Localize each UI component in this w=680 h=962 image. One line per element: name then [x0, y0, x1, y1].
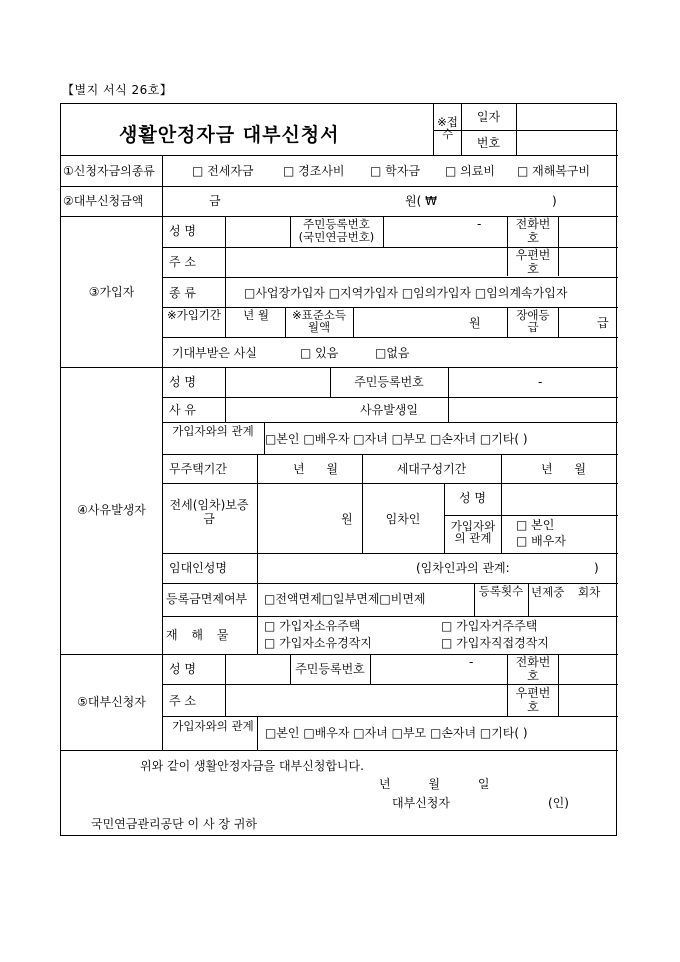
event-deposit-field[interactable]: [258, 484, 336, 552]
loan-type-label: ①신청자금의종류: [63, 164, 155, 178]
event-reason-label: 사 유: [169, 403, 196, 417]
event-reason-date-field[interactable]: [449, 398, 617, 421]
event-landlord-relation: (임차인과의 관계:: [416, 561, 510, 575]
event-name-label: 성 명: [169, 375, 196, 389]
subscriber-period-label: ※가입기간: [166, 308, 222, 322]
subscriber-grade-unit: 급: [597, 316, 609, 330]
subscriber-rrn-dash: -: [477, 217, 482, 231]
event-tenant-name-label: 성 명: [459, 491, 486, 505]
applicant-section-label: ⑤대부신청자: [77, 695, 146, 709]
receipt-date-field[interactable]: [517, 105, 617, 129]
footer-applicant-signature-field[interactable]: [461, 794, 541, 810]
subscriber-address-field[interactable]: [226, 248, 506, 276]
applicant-phone-label: 전화번호: [515, 655, 551, 683]
event-reason-date-label: 사유발생일: [360, 403, 418, 417]
event-tenant-spouse[interactable]: □ 배우자: [516, 534, 566, 548]
subscriber-benefit-yes[interactable]: □ 있음: [300, 346, 339, 360]
event-prop-owned-farmland[interactable]: □ 가입자소유경작지: [264, 636, 372, 650]
subscriber-section-label: ③가입자: [88, 285, 135, 299]
amount-label: ②대부신청금액: [63, 194, 144, 208]
event-landlord-close: ): [594, 561, 599, 575]
subscriber-name-label: 성 명: [169, 224, 196, 238]
amount-prefix: 금: [209, 194, 221, 208]
subscriber-kind-options[interactable]: □사업장가입자 □지역가입자 □임의가입자 □임의계속가입자: [244, 286, 568, 300]
option-tuition[interactable]: □ 학자금: [370, 164, 420, 178]
event-relation-label: 가입자와의 관계: [172, 424, 254, 438]
subscriber-postal-field[interactable]: [559, 248, 617, 276]
subscriber-kind-label: 종 류: [169, 286, 196, 300]
amount-field[interactable]: [231, 189, 401, 213]
subscriber-benefit-label: 기대부받은 사실: [172, 346, 257, 360]
applicant-postal-field[interactable]: [559, 685, 617, 715]
event-exempt-options[interactable]: □전액면제□일부면제□비면제: [264, 592, 426, 606]
applicant-rrn-field[interactable]: [371, 655, 506, 683]
event-relation-options[interactable]: □본인 □배우자 □자녀 □부모 □손자녀 □기타( ): [265, 432, 528, 446]
subscriber-disability-label: 장애등급: [516, 308, 550, 334]
footer-seal: (인): [548, 796, 569, 810]
applicant-postal-label: 우편번호: [515, 686, 551, 714]
event-section-label: ④사유발생자: [77, 503, 146, 517]
subscriber-rrn-field[interactable]: [384, 217, 506, 246]
event-property-label: 재 해 물: [166, 628, 229, 642]
loan-application-form: [60, 103, 617, 836]
event-no-house-label: 무주택기간: [169, 462, 227, 476]
applicant-address-field[interactable]: [226, 685, 506, 715]
applicant-rrn-dash: -: [469, 655, 474, 669]
applicant-name-label: 성 명: [169, 662, 196, 676]
option-family-event[interactable]: □ 경조사비: [283, 164, 345, 178]
event-landlord-field[interactable]: [258, 554, 408, 582]
event-deposit-label: 전세(임차)보증금: [169, 498, 249, 526]
footer-statement: 위와 같이 생활안정자금을 대부신청합니다.: [140, 759, 364, 773]
applicant-relation-options[interactable]: □본인 □배우자 □자녀 □부모 □손자녀 □기타( ): [265, 726, 528, 740]
amount-won: 원( ₩: [405, 194, 437, 208]
receipt-date-label: 일자: [476, 110, 501, 124]
subscriber-income-label: ※표준소득월액: [291, 308, 347, 334]
event-tenant-relation-label: 가입자와의 관계: [450, 519, 496, 545]
option-disaster[interactable]: □ 재해복구비: [517, 164, 591, 178]
subscriber-rrn-label: 주민등록번호: [303, 217, 370, 231]
event-prop-owned-house[interactable]: □ 가입자소유주택: [264, 619, 361, 633]
form-caption: 【별지 서식 26호】: [62, 83, 173, 97]
subscriber-pension-no-label: (국민연금번호): [298, 230, 375, 244]
event-deposit-won: 원: [341, 512, 353, 526]
event-rrn-dash: -: [538, 375, 543, 389]
event-reg-count-value[interactable]: 년제중 회차: [531, 585, 601, 599]
subscriber-income-field[interactable]: [354, 308, 464, 336]
applicant-address-label: 주 소: [169, 694, 196, 708]
subscriber-grade-field[interactable]: [559, 308, 593, 336]
footer-applicant-label: 대부신청자: [392, 796, 450, 810]
receipt-number-field[interactable]: [517, 131, 617, 154]
footer-recipient: 국민연금관리공단 이 사 장 귀하: [91, 817, 257, 831]
applicant-relation-label: 가입자와의 관계: [172, 719, 254, 733]
event-name-field[interactable]: [226, 368, 329, 396]
event-no-house-value[interactable]: 년 월: [293, 462, 338, 476]
event-rrn-field[interactable]: [449, 368, 617, 396]
subscriber-name-field[interactable]: [226, 217, 289, 246]
amount-close: ): [552, 194, 557, 208]
applicant-rrn-label: 주민등록번호: [295, 662, 365, 676]
footer-date[interactable]: 년 월 일: [379, 777, 490, 791]
subscriber-address-label: 주 소: [169, 255, 196, 269]
event-landlord-label: 임대인성명: [169, 561, 227, 575]
subscriber-income-won: 원: [469, 316, 481, 330]
event-prop-resided-house[interactable]: □ 가입자거주주택: [441, 619, 538, 633]
option-medical[interactable]: □ 의료비: [445, 164, 495, 178]
event-tenant-label: 임차인: [385, 512, 421, 526]
event-rrn-label: 주민등록번호: [354, 375, 424, 389]
subscriber-period-year-month[interactable]: 년 월: [243, 308, 269, 322]
event-reg-count-label: 등록횟수: [478, 584, 524, 598]
event-prop-farmed-land[interactable]: □ 가입자직접경작지: [441, 636, 549, 650]
receipt-number-label: 번호: [476, 136, 501, 150]
applicant-phone-field[interactable]: [559, 655, 617, 683]
applicant-name-field[interactable]: [226, 655, 289, 683]
event-tenant-self[interactable]: □ 본인: [516, 518, 555, 532]
option-jeonse[interactable]: □ 전세자금: [192, 164, 254, 178]
form-title: 생활안정자금 대부신청서: [119, 124, 340, 146]
subscriber-benefit-no[interactable]: □없음: [375, 346, 410, 360]
event-household-label: 세대구성기간: [396, 462, 467, 476]
receipt-label: ※접 수: [437, 115, 458, 141]
event-reason-field[interactable]: [226, 398, 329, 421]
event-household-value[interactable]: 년 월: [541, 462, 586, 476]
subscriber-phone-label: 전화번호: [515, 217, 551, 245]
event-tenant-name-field[interactable]: [502, 484, 617, 514]
event-exempt-label: 등록금면제여부: [166, 592, 248, 606]
subscriber-phone-field[interactable]: [559, 217, 617, 246]
subscriber-postal-label: 우편번호: [515, 248, 551, 276]
